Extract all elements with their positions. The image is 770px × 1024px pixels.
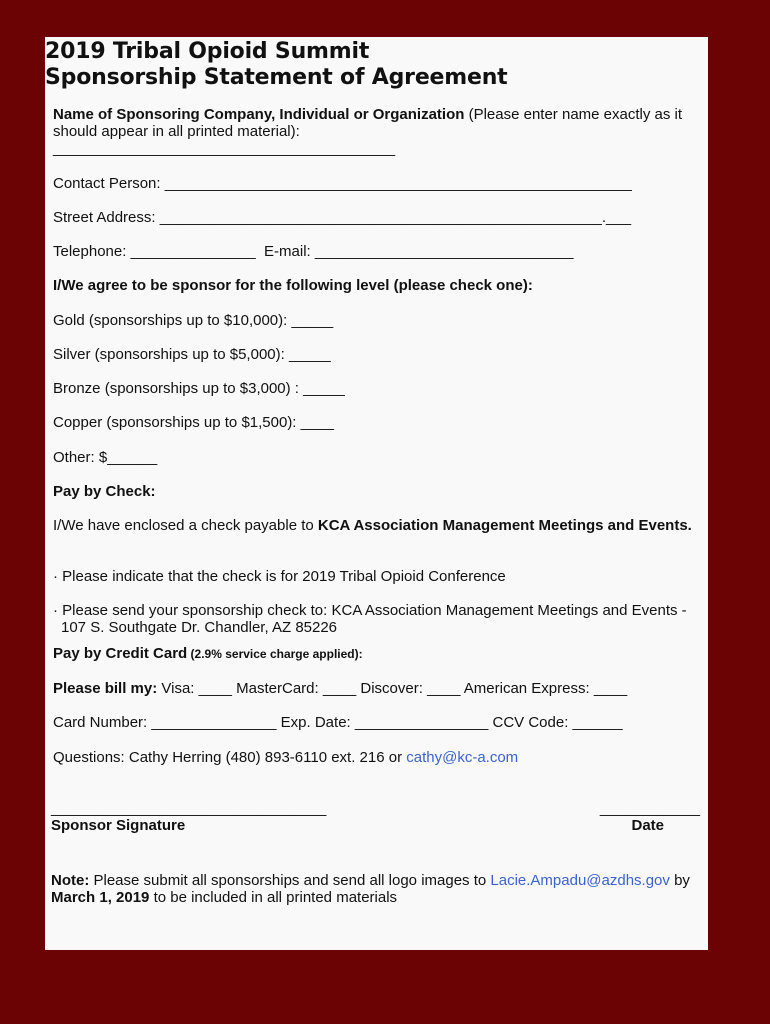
telephone-label: Telephone: <box>53 243 131 260</box>
date-line[interactable]: ____________ <box>599 800 700 817</box>
signature-label: Sponsor Signature <box>51 817 186 834</box>
email-blank[interactable]: _______________________________ <box>314 243 574 260</box>
level-gold[interactable]: Gold (sponsorships up to $10,000): _____ <box>53 312 334 329</box>
level-other[interactable]: Other: $______ <box>53 449 158 466</box>
bill-label: Please bill my: <box>53 680 158 697</box>
form-title <box>45 39 508 91</box>
questions-line: Questions: Cathy Herring (480) 893-6110 ext. 216 or cathy@kc-a.com <box>53 749 519 766</box>
level-bronze[interactable]: Bronze (sponsorships up to $3,000) : _____ <box>53 380 345 397</box>
title-line-1: 2019 Tribal Opioid Summit <box>45 39 370 64</box>
street-address-label: Street Address: <box>53 209 160 226</box>
level-silver[interactable]: Silver (sponsorships up to $5,000): _____ <box>53 346 331 363</box>
agreement-form <box>45 37 708 950</box>
street-address-field[interactable] <box>53 209 700 226</box>
contact-person-field[interactable] <box>53 175 700 192</box>
agree-heading: I/We agree to be sponsor for the following level (please check one): <box>53 277 533 294</box>
title-line-2: Sponsorship Statement of Agreement <box>45 65 508 90</box>
sponsor-name-label: Name of Sponsoring Company, Individual or Organization <box>53 106 465 123</box>
questions-email-link[interactable]: cathy@kc-a.com <box>406 749 519 766</box>
check-bullet-address: · Please send your sponsorship check to: KCA Association Management Meetings and Events - 107 S. Southgate Dr. Chandler, AZ 85226 <box>53 602 687 636</box>
street-address-blank[interactable]: _____________________________________________________.___ <box>159 209 632 226</box>
check-payable-text: I/We have enclosed a check payable to KCA Association Management Meetings and Events. <box>53 517 692 534</box>
telephone-blank[interactable]: _______________ <box>130 243 256 260</box>
email-label: E-mail: <box>255 243 315 260</box>
level-copper[interactable]: Copper (sponsorships up to $1,500): ____ <box>53 414 335 431</box>
phone-email-row[interactable] <box>53 243 700 260</box>
sponsor-name-field[interactable] <box>53 106 700 157</box>
sponsor-name-blank[interactable]: _________________________________________ <box>53 140 396 157</box>
submission-email-link[interactable]: Lacie.Ampadu@azdhs.gov <box>490 872 670 889</box>
sponsor-signature-block[interactable] <box>51 800 326 834</box>
contact-person-blank[interactable]: ________________________________________________________ <box>164 175 632 192</box>
date-label: Date <box>631 817 664 834</box>
note-label: Note: <box>51 872 90 889</box>
check-payee: KCA Association Management Meetings and Events. <box>317 517 692 534</box>
date-block[interactable] <box>600 800 700 834</box>
card-type-options[interactable]: Visa: ____ MasterCard: ____ Discover: ____ American Express: ____ <box>157 680 628 697</box>
credit-heading: Pay by Credit Card (2.9% service charge applied): <box>53 645 363 662</box>
contact-person-label: Contact Person: <box>53 175 165 192</box>
credit-charge-note: (2.9% service charge applied): <box>187 647 363 661</box>
submission-deadline: March 1, 2019 <box>51 889 150 906</box>
bill-card-row[interactable] <box>53 680 700 697</box>
check-heading: Pay by Check: <box>53 483 156 500</box>
submission-note: Note: Please submit all sponsorships and send all logo images to Lacie.Ampadu@azdhs.gov by March 1, 2019 to be included in all printed materials <box>51 872 690 906</box>
signature-line[interactable]: _________________________________ <box>51 800 327 817</box>
card-details-row[interactable]: Card Number: _______________ Exp. Date: ________________ CCV Code: ______ <box>53 714 623 731</box>
check-bullet-conference: · Please indicate that the check is for 2019 Tribal Opioid Conference <box>53 568 506 585</box>
sponsor-name-hint: (Please enter name exactly as it should appear in all printed material): <box>53 106 683 140</box>
